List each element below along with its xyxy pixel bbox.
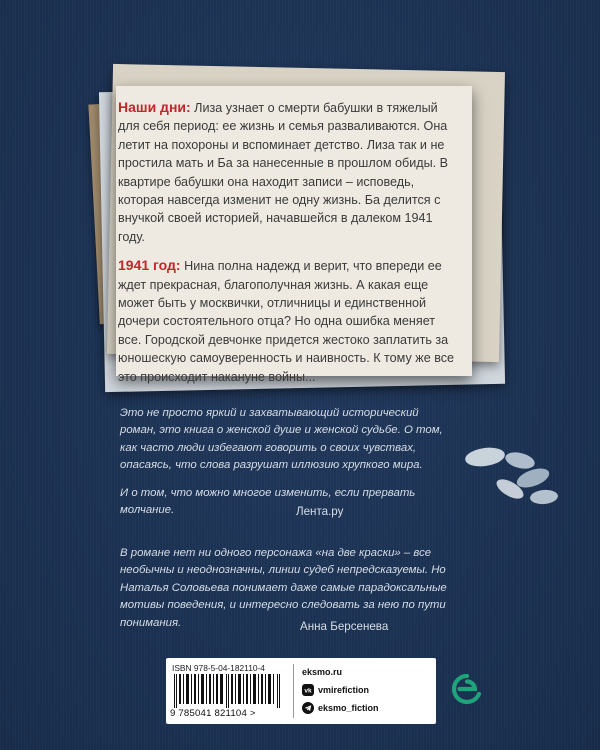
isbn-label: ISBN 978-5-04-182110-4 bbox=[172, 663, 265, 673]
paragraph-present-day bbox=[118, 98, 458, 246]
quote1-text-2: И о том, что можно многое изменить, если прервать молчание. bbox=[120, 486, 416, 517]
present-day-body: Лиза узнает о смерти бабушки в тяжелый для себя период: ее жизнь и семья разваливаются. Она летит на похороны и вспоминает детство. Лиза так и не простила мать и Ба за нанесенные в прошлом обиды. В квартире бабушки она находит записи – исповедь, которая навсегда изменит не одну жизнь. Ба делится с внучкой своей историей, начавшейся в далеком 1941 году. bbox=[118, 101, 449, 244]
quote2-text: В романе нет ни одного персонажа «на две краски» – все необычны и неоднозначны, линии судеб непредсказуемы. Но Наталья Соловьева понимает даже самые парадоксальные мотивы поведения, и интересно следовать за нею по пути понимания. bbox=[120, 547, 447, 629]
year-1941-heading: 1941 год: bbox=[118, 257, 181, 274]
present-day-heading: Наши дни: bbox=[118, 99, 191, 115]
divider bbox=[293, 664, 294, 718]
paragraph-1941 bbox=[118, 256, 458, 386]
annotation-text bbox=[118, 98, 458, 396]
barcode-digits: 9 785041 821104 > bbox=[170, 708, 256, 719]
social-links bbox=[302, 663, 379, 717]
vk-link-label: vmirefiction bbox=[318, 685, 370, 695]
telegram-link-label: eksmo_fiction bbox=[318, 703, 379, 713]
year-1941-body: Нина полна надежд и верит, что впереди ее ждет прекрасная, благополучная жизнь. А какая еще может быть у москвички, отличницы и единственной дочери состоятельного отца? Но одна ошибка меняет все. Городской девчонке придется жестоко заплатить за юношескую самоуверенность и наивность. К тому же все это происходит накануне войны... bbox=[118, 259, 455, 384]
quote2-source: Анна Берсенева bbox=[300, 620, 389, 633]
barcode-panel bbox=[166, 658, 436, 724]
barcode-icon bbox=[172, 674, 284, 708]
vk-link[interactable] bbox=[302, 681, 379, 699]
review-quote-bersenева bbox=[120, 545, 450, 642]
telegram-link[interactable] bbox=[302, 699, 379, 717]
quote1-text: Это не просто яркий и захватывающий исторический роман, это книга о женской душе и женской судьбе. О том, как часто люди избегают говорить о своих чувствах, опасаясь, что слова разрушат иллюзию хрупкого мира. bbox=[120, 407, 443, 472]
site-link-label: eksmo.ru bbox=[302, 667, 343, 677]
vk-icon bbox=[302, 684, 314, 696]
eksmo-logo-icon bbox=[450, 672, 484, 706]
telegram-icon bbox=[302, 702, 314, 714]
quote1-source: Лента.ру bbox=[296, 505, 344, 518]
svg-text:vk: vk bbox=[304, 687, 312, 695]
site-link[interactable] bbox=[302, 663, 379, 681]
review-quote-lenta bbox=[120, 405, 450, 529]
